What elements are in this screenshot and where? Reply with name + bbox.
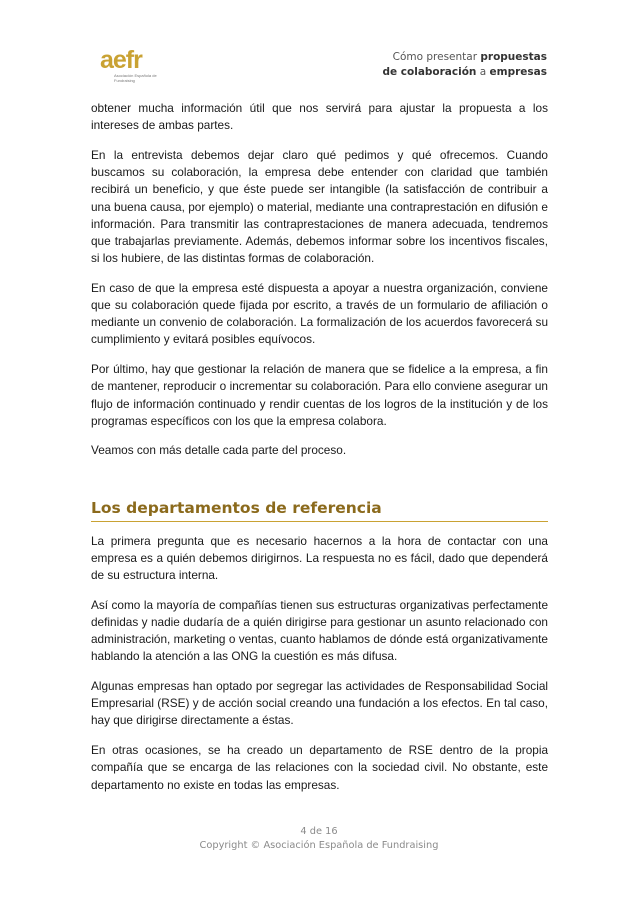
paragraph: La primera pregunta que es necesario hacernos a la hora de contactar con una empresa es a quién debemos dirigirnos. La respuesta no es fácil, dado que dependerá de su estructura interna.: [91, 533, 548, 583]
paragraph: En otras ocasiones, se ha creado un departamento de RSE dentro de la propia compañía que se encarga de las relaciones con la sociedad civil. No obstante, este departamento no existe en todas las empresas.: [91, 743, 548, 792]
page-footer: [0, 825, 638, 853]
header-line-1: Cómo presentar propuestas: [392, 51, 547, 63]
logo-wordmark: aefr: [100, 46, 142, 74]
paragraph: Así como la mayoría de compañías tienen sus estructuras organizativas perfectamente definidas y nadie dudaría de a quién dirigirse para gestionar un asunto relacionado con administración, marketing o ventas, cuanto hablamos de dónde está organizativamente hablando la atención a las ONG la cuestión es más difusa.: [91, 597, 548, 664]
page-number: 4 de 16: [300, 826, 338, 837]
paragraph: En caso de que la empresa esté dispuesta a apoyar a nuestra organización, conviene que su colaboración quede fijada por escrito, a través de un formulario de afiliación o mediante un convenio de colaboración. La formalización de los acuerdos favorecerá su cumplimiento y evitará posibles equívocos.: [91, 280, 548, 347]
document-header: [382, 50, 547, 80]
paragraph: Por último, hay que gestionar la relación de manera que se fidelice a la empresa, a fin de mantener, reproducir o incrementar su colaboración. Para ello conviene asegurar un flujo de información continuado y rendir cuentas de los logros de la institución y de los programas específicos con los que la empresa colabora.: [91, 362, 548, 428]
header-line-2: de colaboración a empresas: [382, 66, 547, 78]
aefr-logo: [100, 48, 160, 88]
paragraph: Algunas empresas han optado por segregar las actividades de Responsabilidad Social Empresarial (RSE) y de acción social creando una fundación a los efectos. En tal caso, hay que dirigirse directamente a éstas.: [91, 679, 548, 728]
paragraph: Veamos con más detalle cada parte del proceso.: [91, 443, 347, 458]
paragraph: En la entrevista debemos dejar claro qué pedimos y qué ofrecemos. Cuando buscamos su colaboración, la empresa debe entender con claridad que también recibirá un beneficio, y que éste puede ser intangible (la satisfacción de contribuir a una buena causa, por ejemplo) o material, mediante una contraprestación en difusión e información. Para transmitir las contraprestaciones de manera adecuada, tendremos que trabajarlas previamente. Además, debemos informar sobre los incentivos fiscales, si los hubiere, de las distintas formas de colaboración.: [91, 147, 548, 266]
page-content: [91, 100, 548, 806]
section-heading: Los departamentos de referencia: [91, 498, 548, 522]
logo-subtitle: Asociación Española de Fundraising: [114, 73, 157, 83]
copyright-notice: Copyright © Asociación Española de Fundraising: [199, 840, 439, 851]
paragraph: obtener mucha información útil que nos servirá para ajustar la propuesta a los intereses de ambas partes.: [91, 101, 548, 133]
